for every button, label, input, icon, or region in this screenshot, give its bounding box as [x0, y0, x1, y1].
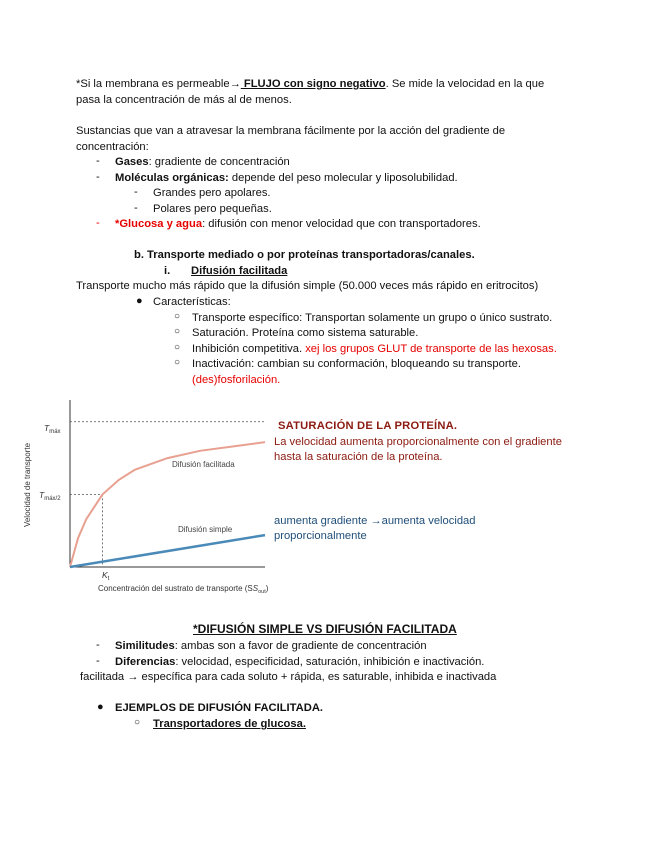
- glut-note: xej los grupos GLUT de transporte de las hexosas.: [305, 343, 557, 355]
- tmax2-sub: máx/2: [44, 496, 61, 502]
- transportadores-item: Transportadores de glucosa.: [153, 718, 306, 730]
- sub-item-grandes: Grandes pero apolares.: [153, 187, 271, 199]
- sustancias-line2: concentración:: [76, 141, 149, 153]
- gases-text: : gradiente de concentración: [148, 156, 290, 168]
- series-facilitada-line: [70, 442, 265, 567]
- intro-line: Transporte mucho más rápido que la difusión simple (50.000 veces más rápido en eritrocitos): [76, 280, 539, 292]
- tmax-sub: máx: [49, 429, 61, 435]
- moleculas-label: Moléculas orgánicas:: [115, 172, 229, 184]
- circle-bullet: ○: [174, 342, 181, 353]
- section-i-number: i.: [164, 265, 171, 277]
- text-span: . Se mide la velocidad en la que: [385, 78, 545, 90]
- flujo-paragraph-line1: [76, 77, 544, 91]
- similitudes-text: : ambas son a favor de gradiente de concentración: [174, 640, 427, 652]
- char-item-4: Inactivación: cambian su conformación, bloqueando su transporte.: [192, 358, 521, 370]
- bullet-dot: ●: [136, 295, 143, 307]
- saturacion-line1: La velocidad aumenta proporcionalmente con el gradiente: [274, 436, 562, 448]
- ejemplos-heading: EJEMPLOS DE DIFUSIÓN FACILITADA.: [115, 702, 324, 714]
- caracteristicas-label: Características:: [153, 296, 231, 308]
- diferencias-text: : velocidad, especificidad, saturación, inhibición e inactivación.: [175, 656, 485, 668]
- dash-bullet: -: [96, 171, 100, 183]
- tick-kt: [102, 570, 110, 582]
- tmax-base: T: [44, 423, 50, 433]
- dash-bullet: -: [96, 155, 100, 167]
- section-i-title: Difusión facilitada: [191, 265, 288, 277]
- xlabel-s: S: [252, 584, 259, 593]
- dash-bullet: -: [96, 639, 100, 651]
- series-simple-label: Difusión simple: [178, 525, 233, 534]
- kt-base: K: [102, 570, 108, 580]
- bullet-dot: ●: [97, 701, 104, 713]
- sustancias-line1: Sustancias que van a atravesar la membrana fácilmente por la acción del gradiente de: [76, 125, 506, 137]
- vs-title: *DIFUSIÓN SIMPLE VS DIFUSIÓN FACILITADA: [193, 622, 457, 636]
- arrow-glyph: →: [229, 78, 241, 90]
- char-item-1: Transporte específico: Transportan solamente un grupo o único sustrato.: [192, 312, 553, 324]
- char-item-3: [192, 342, 557, 356]
- glucosa-label: *Glucosa y agua: [115, 218, 203, 230]
- list-item-gases: [115, 155, 290, 169]
- x-axis-label: [98, 584, 269, 595]
- text-span: *Si la membrana es permeable: [76, 78, 230, 90]
- kt-sub: t: [107, 576, 110, 582]
- dash-bullet: -: [134, 202, 138, 214]
- char-item-4-note: (des)fosforilación.: [192, 374, 281, 386]
- moleculas-text: depende del peso molecular y liposolubilidad.: [228, 172, 458, 184]
- glucosa-text: : difusión con menor velocidad que con transportadores.: [202, 218, 481, 230]
- diferencias-item: [115, 655, 484, 669]
- sub-item-polares: Polares pero pequeñas.: [153, 203, 272, 215]
- similitudes-label: Similitudes: [115, 640, 175, 652]
- dash-bullet: -: [134, 186, 138, 198]
- xlabel-main: Concentración del sustrato de transporte (S: [98, 584, 253, 593]
- gradiente-note-line1: aumenta gradiente →aumenta velocidad: [274, 515, 476, 527]
- tick-tmax: [44, 423, 61, 435]
- list-item-moleculas: [115, 171, 458, 185]
- text-span: Inhibición competitiva.: [192, 343, 306, 355]
- list-item-glucosa: [115, 217, 481, 231]
- circle-bullet: ○: [174, 326, 181, 337]
- char-item-2: Saturación. Proteína como sistema saturable.: [192, 327, 419, 339]
- series-simple-line: [70, 535, 265, 567]
- circle-bullet: ○: [174, 311, 181, 322]
- xlabel-end: ): [265, 584, 269, 593]
- similitudes-item: [115, 639, 427, 653]
- dash-bullet: -: [96, 655, 100, 667]
- saturacion-title: SATURACIÓN DE LA PROTEÍNA.: [278, 420, 458, 432]
- section-b-heading: b. Transporte mediado o por proteínas transportadoras/canales.: [134, 249, 475, 261]
- diferencias-label: Diferencias: [115, 656, 176, 668]
- transport-chart: [20, 395, 275, 600]
- tick-tmax2: [39, 490, 61, 502]
- circle-bullet: ○: [174, 357, 181, 368]
- facilitada-summary: facilitada → específica para cada soluto + rápida, es saturable, inhibida e inactivada: [80, 671, 497, 683]
- gradiente-note-line2: proporcionalmente: [274, 530, 367, 542]
- saturacion-line2: hasta la saturación de la proteína.: [274, 451, 443, 463]
- dash-bullet: -: [96, 217, 100, 229]
- series-facilitada-label: Difusión facilitada: [172, 460, 235, 469]
- y-axis-label: Velocidad de transporte: [23, 442, 32, 528]
- gases-label: Gases: [115, 156, 149, 168]
- circle-bullet: ○: [134, 717, 141, 728]
- tmax2-base: T: [39, 490, 45, 500]
- flujo-highlight: FLUJO con signo negativo: [240, 78, 386, 90]
- xlabel-sub: out: [258, 589, 266, 595]
- flujo-paragraph-line2: pasa la concentración de más al de menos.: [76, 94, 292, 106]
